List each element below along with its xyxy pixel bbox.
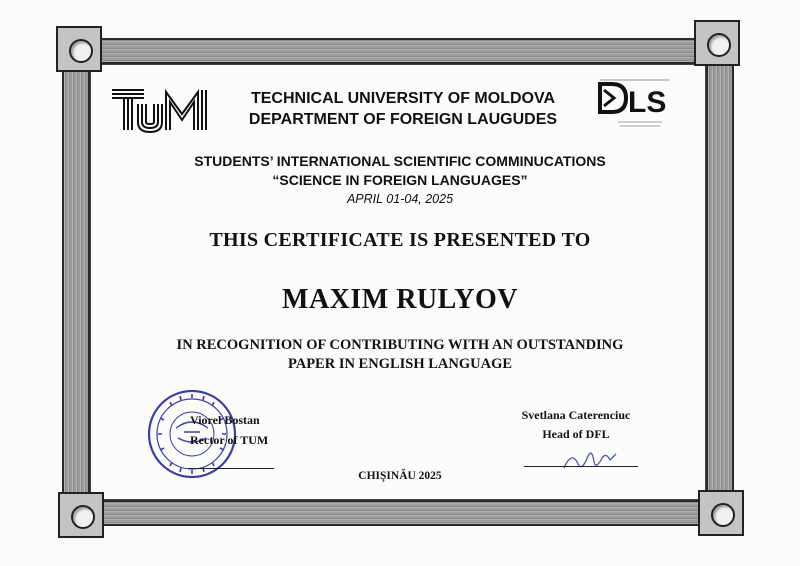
frame-bottom-bar bbox=[80, 500, 718, 526]
place-and-year: CHIŞINĂU 2025 bbox=[358, 470, 442, 482]
head-signature-line bbox=[524, 466, 638, 467]
recognition-line-2: PAPER IN ENGLISH LANGUAGE bbox=[287, 356, 513, 372]
university-name: TECHNICAL UNIVERSITY OF MOLDOVA bbox=[250, 90, 555, 107]
head-name: Svetlana Caterenciuc bbox=[521, 408, 631, 422]
event-subtitle: “SCIENCE IN FOREIGN LANGUAGES” bbox=[272, 172, 528, 188]
frame-corner-top-left bbox=[56, 26, 102, 72]
dls-logo bbox=[590, 68, 686, 148]
frame-corner-bottom-left bbox=[58, 492, 104, 538]
svg-text:LS: LS bbox=[628, 86, 667, 119]
handwritten-signature bbox=[560, 444, 620, 474]
rector-name: Viorel Bostan bbox=[190, 413, 260, 427]
tum-logo bbox=[108, 84, 212, 136]
frame-left-bar bbox=[62, 54, 90, 516]
frame-corner-top-right bbox=[694, 20, 740, 66]
rector-signature-line bbox=[188, 468, 274, 469]
event-block bbox=[120, 152, 680, 208]
recognition-text bbox=[110, 336, 690, 374]
rector-title: Rector of TUM bbox=[190, 433, 269, 447]
frame-top-bar bbox=[80, 38, 718, 64]
department-name: DEPARTMENT OF FOREIGN LAUGUDES bbox=[248, 111, 558, 128]
frame-corner-bottom-right bbox=[698, 490, 744, 536]
institution-heading bbox=[238, 88, 568, 130]
recipient-name: MAXIM RULYOV bbox=[282, 284, 518, 315]
head-signature-block bbox=[496, 406, 656, 444]
frame-right-bar bbox=[706, 54, 734, 516]
event-title: STUDENTS’ INTERNATIONAL SCIENTIFIC COMMINUCATIONS bbox=[194, 153, 606, 169]
presented-to-heading: THIS CERTIFICATE IS PRESENTED TO bbox=[209, 229, 591, 251]
head-title: Head of DFL bbox=[542, 427, 610, 441]
rector-signature-block bbox=[190, 410, 300, 450]
event-date: APRIL 01-04, 2025 bbox=[346, 192, 454, 206]
recognition-line-1: IN RECOGNITION OF CONTRIBUTING WITH AN OUTSTANDING bbox=[176, 337, 624, 353]
